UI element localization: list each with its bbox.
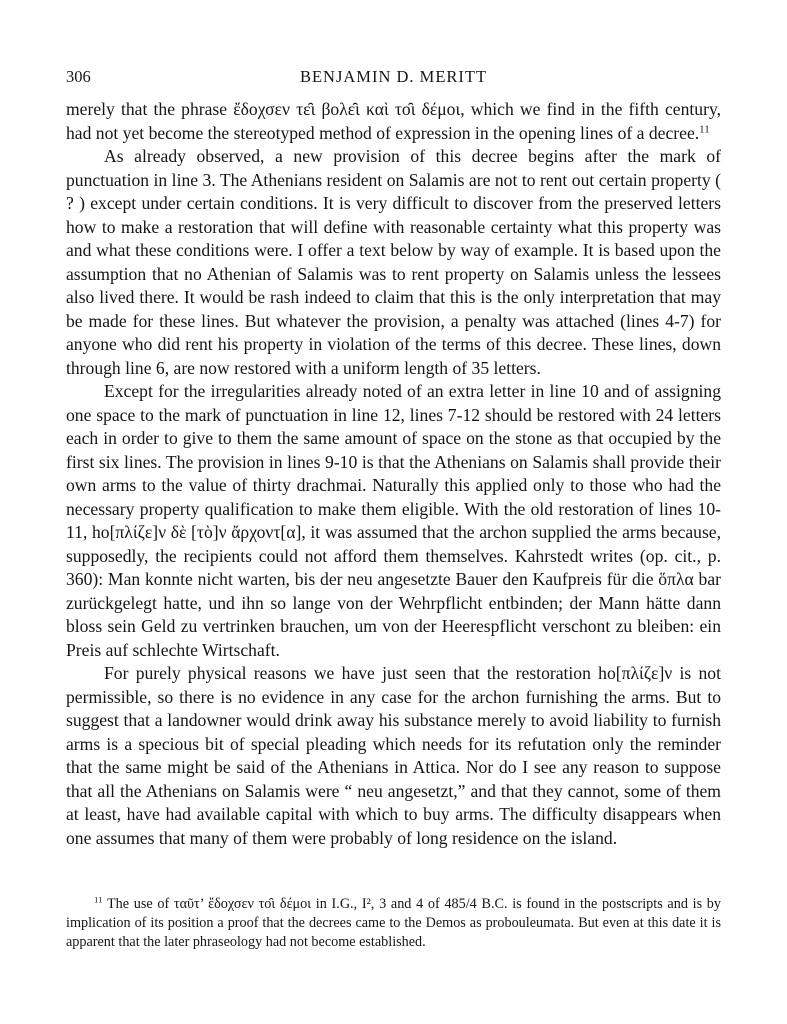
running-head: BENJAMIN D. MERITT (299, 67, 488, 86)
footnote-body (66, 895, 721, 953)
paragraph-2: As already observed, a new provision of this decree begins after the mark of punctuation in line 3. The Athenians resident on Salamis are not to rent out certain property ( ? ) except under certain conditions. It is very difficult to discover from the preserved letters how to make a restoration that will define with reasonable certainty what this property was and what these conditions were. I offer a text below by way of example. It is based upon the assumption that no Athenian of Salamis was to rent property on Salamis unless the lessees also lived there. It would be rash indeed to claim that this is the only interpretation that may be made for these lines. But whatever the provision, a penalty was attached (lines 4-7) for anyone who did rent his property in violation of the terms of this decree. These lines, down through line 6, are now restored with a uniform length of 35 letters. (66, 146, 721, 378)
footnote-reference: 11 (699, 122, 710, 135)
page-number: 306 (66, 67, 91, 86)
footnote (66, 895, 721, 953)
footnote-text: The use of ταῦτ’ ἔδοχσεν το̑ι δέμοι in I.G., I², 3 and 4 of 485/4 B.C. is found in the postscripts and is by implication of its position a proof that the decrees came to the Demos as probouleumata. But even at this date it is apparent that the later phraseology had not become established. (66, 896, 721, 951)
paragraph-1-text: merely that the phrase ἔδοχσεν τε̑ι βολε̑ι καὶ το̑ι δέμοι, which we find in the fifth century, had not yet become the stereotyped method of expression in the opening lines of a decree. (66, 99, 721, 143)
footnote-number: 11 (94, 894, 103, 905)
page-header (66, 66, 721, 88)
article-body (66, 98, 721, 850)
paragraph-1 (66, 98, 721, 145)
paragraph-4: For purely physical reasons we have just seen that the restoration hο[πλίζε]ν is not permissible, so there is no evidence in any case for the archon furnishing the arms. But to suggest that a landowner would drink away his substance merely to avoid liability to furnish arms is a specious bit of special pleading which needs for its refutation only the reminder that the same might be said of the Athenians in Attica. Nor do I see any reason to suppose that all the Athenians on Salamis were “ neu angesetzt,” and that they cannot, some of them at least, have had available capital with which to buy arms. The difficulty disappears when one assumes that many of them were probably of long residence on the island. (66, 663, 721, 848)
paragraph-3: Except for the irregularities already noted of an extra letter in line 10 and of assigning one space to the mark of punctuation in line 12, lines 7-12 should be restored with 24 letters each in order to give to them the same amount of space on the stone as that occupied by the first six lines. The provision in lines 9-10 is that the Athenians on Salamis shall provide their own arms to the value of thirty drachmai. Naturally this applied only to those who had the necessary property qualification to make them eligible. With the old restoration of lines 10-11, hο[πλίζε]ν δὲ [τὸ]ν ἄρχοντ[α], it was assumed that the archon supplied the arms because, supposedly, the recipients could not afford them themselves. Kahrstedt writes (op. cit., p. 360): Man konnte nicht warten, bis der neu angesetzte Bauer den Kaufpreis für die ὅπλα bar zurückgelegt hatte, und ihn so lange von der Wehrpflicht entbinden; der Mann hätte dann bloss sein Geld zu vertrinken brauchen, um von der Heerespflicht verschont zu bleiben: ein Preis auf schlechte Wirtschaft. (66, 381, 721, 660)
